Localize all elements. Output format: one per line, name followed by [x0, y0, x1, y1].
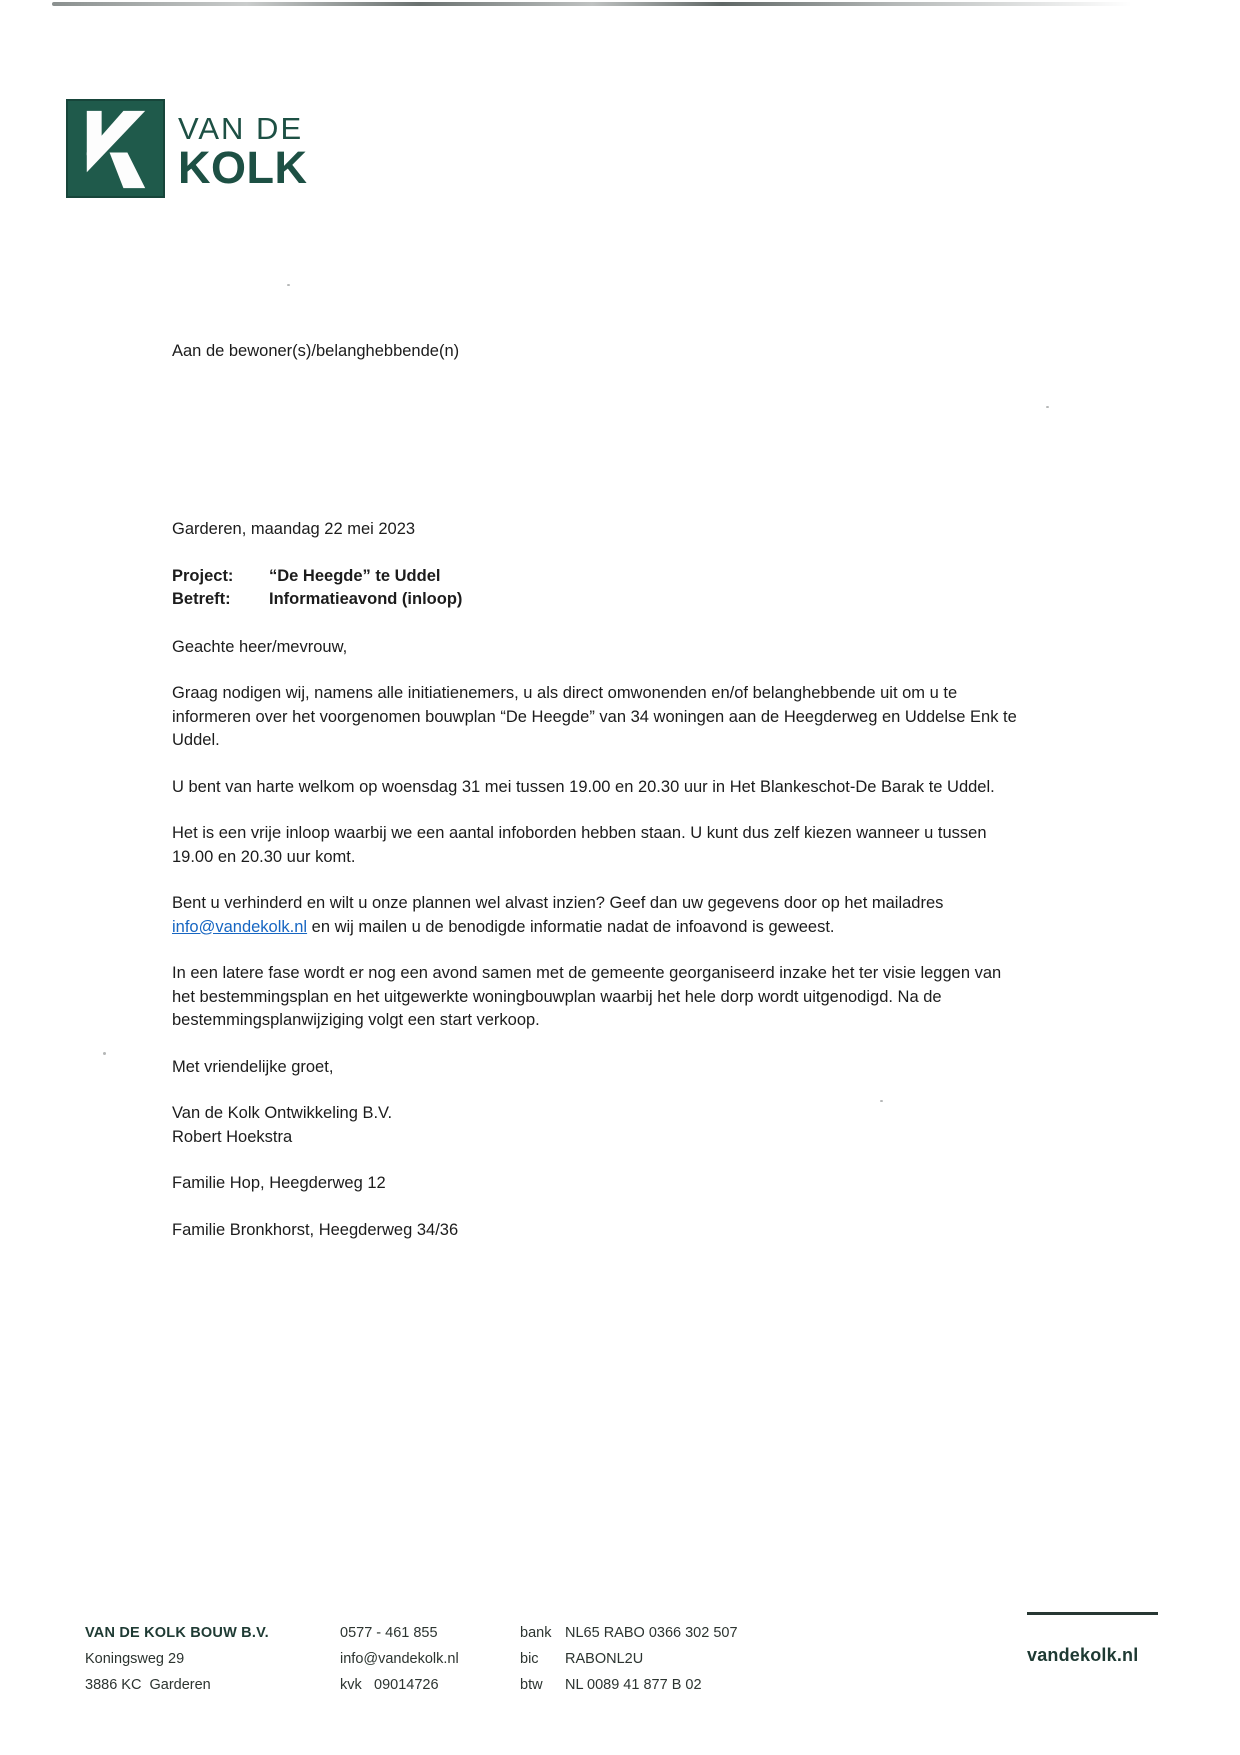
footer-phone: 0577 - 461 855	[340, 1625, 438, 1641]
footer-bank-value: NL65 RABO 0366 302 507	[565, 1625, 738, 1641]
dateline: Garderen, maandag 22 mei 2023	[172, 520, 416, 538]
van-de-kolk-logo-icon	[66, 99, 165, 198]
footer-btw-row	[520, 1672, 738, 1698]
paragraph-email	[172, 892, 1024, 939]
meta-project-value: “De Heegde” te Uddel	[269, 566, 441, 585]
letter-body	[172, 518, 1024, 1265]
recipient-line: Aan de bewoner(s)/belanghebbende(n)	[172, 342, 460, 360]
footer-rule	[1027, 1612, 1158, 1615]
footer-bic-label: bic	[520, 1651, 539, 1667]
email-link[interactable]: info@vandekolk.nl	[172, 917, 308, 936]
email-paragraph-before: Bent u verhinderd en wilt u onze plannen wel alvast inzien? Geef dan uw gegevens door op het mailadres	[172, 894, 944, 912]
email-paragraph-after: en wij mailen u de benodigde informatie nadat de infoavond is geweest.	[307, 917, 835, 936]
paragraph-later-fase: In een latere fase wordt er nog een avond samen met de gemeente georganiseerd inzake het ter visie leggen van het bestemmingsplan en het uitgewerkte woningbouwplan waarbij het hele dorp wordt uitgenodigd. Na de bestemmingsplanwijziging volgt een start verkoop.	[172, 964, 1002, 1029]
logo-text-kolk: KOLK	[178, 142, 308, 193]
footer-bank-label: bank	[520, 1625, 552, 1641]
cc-familie-bronkhorst: Familie Bronkhorst, Heegderweg 34/36	[172, 1220, 459, 1239]
scan-speck	[103, 1052, 106, 1055]
cc-familie-hop: Familie Hop, Heegderweg 12	[172, 1174, 386, 1192]
closing-line: Met vriendelijke groet,	[172, 1057, 334, 1076]
meta-betreft-row	[172, 588, 1024, 612]
footer-bic-value: RABONL2U	[565, 1651, 644, 1667]
meta-project-row	[172, 565, 1024, 589]
footer-company-column	[85, 1620, 269, 1698]
signature-name: Robert Hoekstra	[172, 1127, 293, 1146]
paragraph-inloop: Het is een vrije inloop waarbij we een aantal infoborden hebben staan. U kunt dus zelf kiezen wanneer u tussen 19.00 en 20.30 uur komt.	[172, 824, 987, 866]
footer-bank-row	[520, 1620, 738, 1646]
footer-kvk-label: kvk	[340, 1677, 362, 1693]
meta-betreft-label: Betreft:	[172, 590, 231, 608]
scan-speck	[1046, 406, 1049, 408]
footer-kvk-row	[340, 1672, 459, 1698]
signature-block	[172, 1102, 1024, 1149]
footer-bic-row	[520, 1646, 738, 1672]
footer-company-name: VAN DE KOLK BOUW B.V.	[85, 1625, 269, 1641]
scan-speck	[287, 284, 290, 286]
salutation: Geachte heer/mevrouw,	[172, 637, 348, 656]
paragraph-invitation: Graag nodigen wij, namens alle initiatienemers, u als direct omwonenden en/of belanghebbende uit om u te informeren over het voorgenomen bouwplan “De Heegde” van 34 woningen aan de Heegderweg en Uddelse Enk te Uddel.	[172, 684, 1017, 749]
footer-company-street: Koningsweg 29	[85, 1651, 185, 1667]
footer-website-block	[1027, 1612, 1158, 1666]
logo-wordmark	[178, 111, 308, 193]
logo-text-van-de: VAN DE	[178, 111, 304, 146]
footer-email: info@vandekolk.nl	[340, 1651, 459, 1667]
footer-btw-value: NL 0089 41 877 B 02	[565, 1677, 702, 1693]
footer-btw-label: btw	[520, 1677, 543, 1693]
letter-meta	[172, 565, 1024, 612]
footer-website: vandekolk.nl	[1027, 1644, 1139, 1665]
meta-betreft-value: Informatieavond (inloop)	[269, 590, 463, 608]
footer-finance-column	[520, 1620, 738, 1698]
meta-project-label: Project:	[172, 566, 234, 585]
footer-kvk-value: 09014726	[374, 1677, 439, 1693]
scan-artifact-top-streak	[52, 2, 1132, 6]
footer-contact-column	[340, 1620, 459, 1698]
footer-company-city: 3886 KC Garderen	[85, 1677, 211, 1693]
paragraph-welcome: U bent van harte welkom op woensdag 31 mei tussen 19.00 en 20.30 uur in Het Blankeschot-De Barak te Uddel.	[172, 777, 995, 796]
signature-company: Van de Kolk Ontwikkeling B.V.	[172, 1104, 393, 1122]
